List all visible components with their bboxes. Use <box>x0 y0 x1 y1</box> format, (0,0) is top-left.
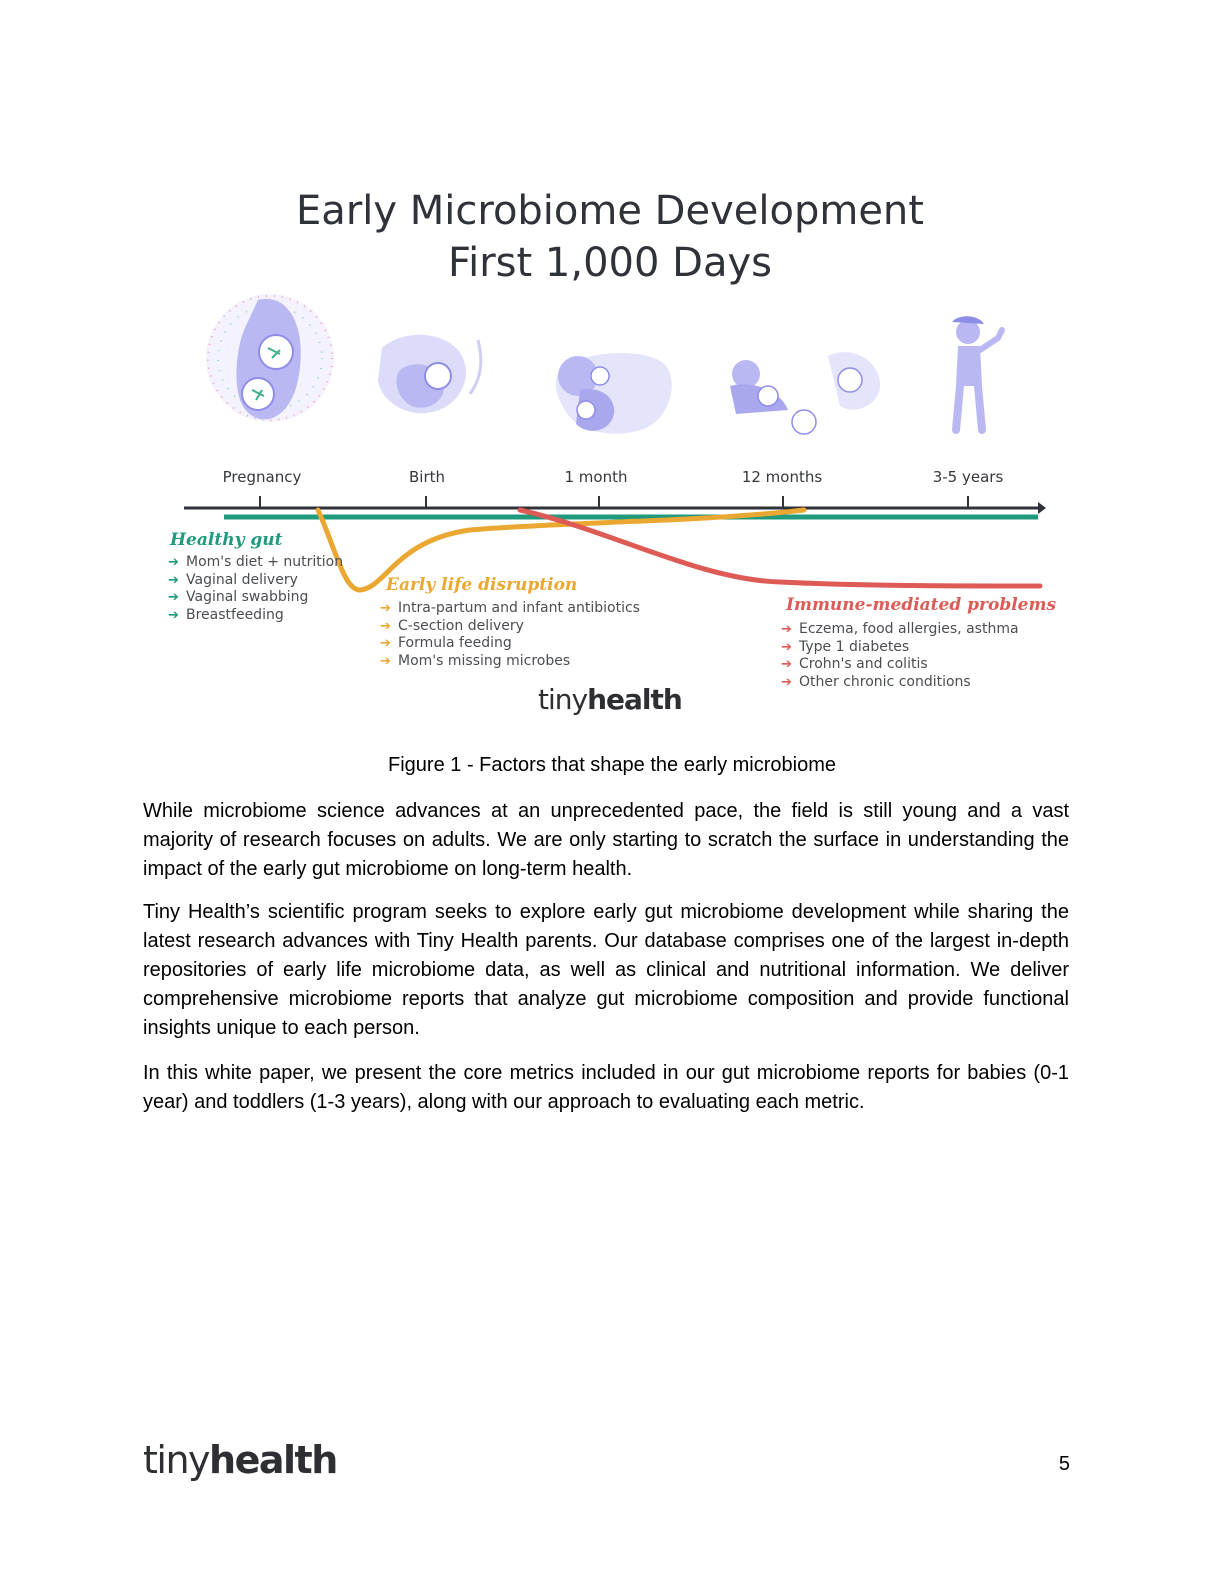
list-item: ➔ Other chronic conditions <box>781 673 971 690</box>
paragraph-3: In this white paper, we present the core metrics included in our gut microbiome reports for babies (0-1 year) and toddlers (1-3 years), along with our approach to evaluating each metric. <box>143 1062 1069 1113</box>
stage-label-birth: Birth <box>408 468 446 486</box>
disruption-title: Early life disruption <box>386 575 578 595</box>
stage-label-12-months: 12 months <box>741 468 823 486</box>
twelve-months-illustration <box>730 352 880 434</box>
arrow-right-icon: ➔ <box>380 601 391 616</box>
healthy-gut-list <box>168 554 343 624</box>
figure-caption: Figure 1 - Factors that shape the early microbiome <box>388 754 836 776</box>
healthy-gut-title: Healthy gut <box>170 530 283 550</box>
one-month-illustration <box>556 353 672 434</box>
list-item: ➔ Formula feeding <box>380 635 512 651</box>
arrow-right-icon: ➔ <box>168 572 179 588</box>
list-item: ➔ Crohn's and colitis <box>781 656 928 672</box>
list-item: ➔ Mom's diet + nutrition <box>168 554 344 570</box>
immune-list <box>781 621 1019 691</box>
pregnancy-illustration <box>206 294 334 422</box>
footer-brand-logo: tinyhealth <box>143 1438 337 1482</box>
arrow-right-icon: ➔ <box>781 674 792 690</box>
paragraph-1: While microbiome science advances at an unprecedented pace, the field is still young and a vast majority of research focuses on adults. We are only starting to scratch the surface in understanding the impact of the early gut microbiome on long-term health. <box>143 800 1069 880</box>
disruption-list <box>380 600 640 670</box>
arrow-right-icon: ➔ <box>380 618 391 634</box>
list-item: ➔ Vaginal delivery <box>168 571 298 588</box>
list-item: ➔ Breastfeeding <box>168 606 284 623</box>
immune-title: Immune-mediated problems <box>786 595 1057 615</box>
figure-title: Early Microbiome Development <box>296 188 924 234</box>
timeline-arrow-icon <box>1038 502 1046 514</box>
list-item: ➔ Intra-partum and infant antibiotics <box>380 600 640 616</box>
microbiome-figure <box>140 180 1080 735</box>
stage-label-pregnancy: Pregnancy <box>222 468 302 486</box>
figure-subtitle: First 1,000 Days <box>448 240 772 286</box>
list-item: ➔ C-section delivery <box>380 617 524 634</box>
arrow-right-icon: ➔ <box>781 639 792 655</box>
arrow-right-icon: ➔ <box>781 657 792 672</box>
arrow-right-icon: ➔ <box>168 590 179 605</box>
arrow-right-icon: ➔ <box>168 555 179 570</box>
arrow-right-icon: ➔ <box>781 622 792 637</box>
toddler-illustration <box>952 316 1002 430</box>
list-item: ➔ Vaginal swabbing <box>168 589 309 605</box>
list-item: ➔ Eczema, food allergies, asthma <box>781 621 1019 637</box>
arrow-right-icon: ➔ <box>380 653 391 669</box>
arrow-right-icon: ➔ <box>168 607 179 623</box>
list-item: ➔ Mom's missing microbes <box>380 652 571 669</box>
list-item: ➔ Type 1 diabetes <box>781 638 910 655</box>
arrow-right-icon: ➔ <box>380 636 391 651</box>
paragraph-2: Tiny Health’s scientific program seeks to explore early gut microbiome development while sharing the latest research advances with Tiny Health parents. Our database comprises one of the largest in-depth repositories of early life microbiome data, as well as clinical and nutritional information. We deliver comprehensive microbiome reports that analyze gut microbiome composition and provide functional insights unique to each person. <box>143 901 1069 1039</box>
birth-illustration <box>378 335 481 413</box>
figure-brand-logo: tinyhealth <box>538 683 682 716</box>
stage-label-1-month: 1 month <box>564 468 628 486</box>
page-number: 5 <box>1058 1453 1070 1475</box>
stage-label-3-5-years: 3-5 years <box>932 468 1004 486</box>
